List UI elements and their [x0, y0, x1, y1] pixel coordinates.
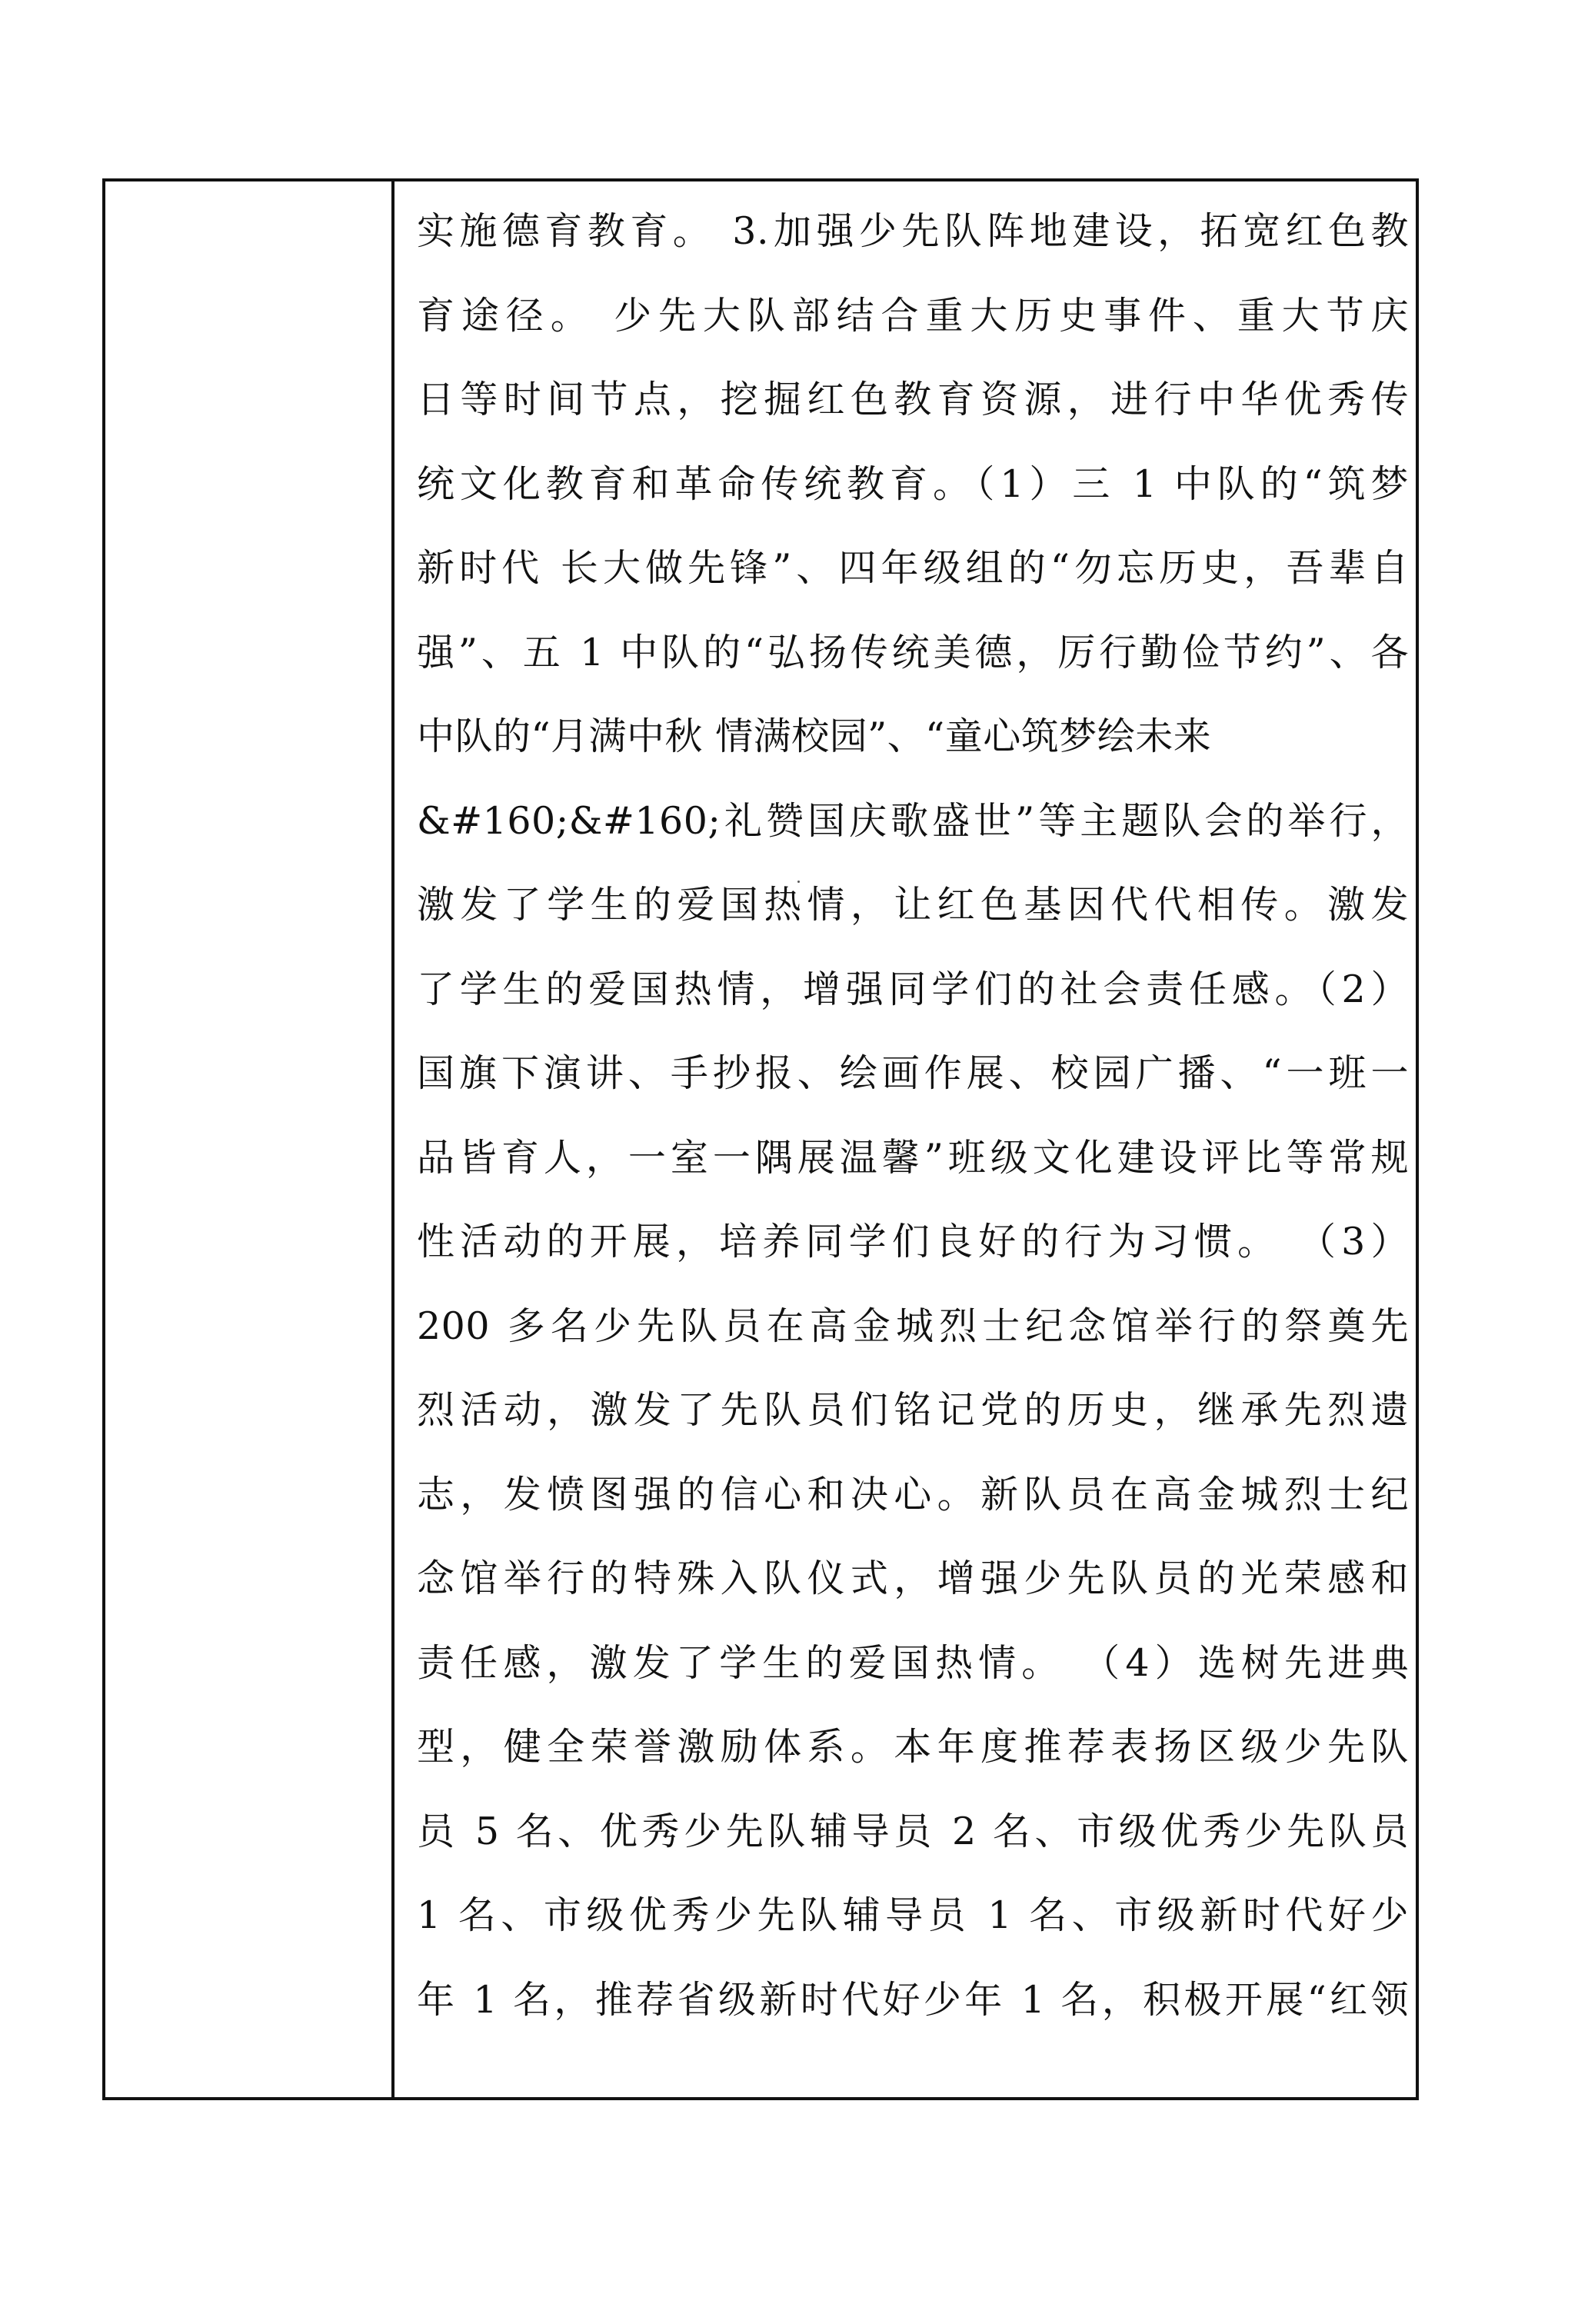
text-line: 1 名、市级优秀少先队辅导员 1 名、市级新时代好少 [417, 1893, 1409, 1937]
text-line: 中队的“月满中秋 情满校园”、“童心筑梦绘未来 [417, 714, 1212, 758]
text-line: 责任感，激发了学生的爱国热情。 （4）选树先进典 [417, 1641, 1409, 1685]
text-line: 性活动的开展，培养同学们良好的行为习惯。 （3） [417, 1220, 1409, 1264]
text-line: 育途径。 少先大队部结合重大历史事件、重大节庆 [417, 294, 1409, 338]
scan-speck [797, 881, 800, 883]
table-content-cell [394, 181, 1419, 2097]
text-line: 念馆举行的特殊入队仪式，增强少先队员的光荣感和 [417, 1557, 1409, 1600]
text-line: &#160;&#160;礼赞国庆歌盛世”等主题队会的举行， [417, 799, 1409, 843]
table-left-cell [105, 181, 394, 2097]
text-line: 年 1 名，推荐省级新时代好少年 1 名，积极开展“红领 [417, 1978, 1409, 2022]
text-line: 型，健全荣誉激励体系。本年度推荐表扬区级少先队 [417, 1725, 1409, 1769]
text-line: 了学生的爱国热情，增强同学们的社会责任感。（2） [417, 967, 1409, 1011]
text-line: 志，发愤图强的信心和决心。新队员在高金城烈士纪 [417, 1473, 1409, 1517]
text-line: 员 5 名、优秀少先队辅导员 2 名、市级优秀少先队员 [417, 1810, 1409, 1853]
text-line: 实施德育教育。 3.加强少先队阵地建设，拓宽红色教 [417, 209, 1409, 253]
document-table [102, 178, 1419, 2100]
text-line: 200 多名少先队员在高金城烈士纪念馆举行的祭奠先 [417, 1304, 1409, 1348]
text-line: 烈活动，激发了先队员们铭记党的历史，继承先烈遗 [417, 1388, 1409, 1432]
text-line: 日等时间节点，挖掘红色教育资源，进行中华优秀传 [417, 378, 1409, 421]
text-line: 统文化教育和革命传统教育。（1）三 1 中队的“筑梦 [417, 462, 1409, 506]
text-line: 品皆育人，一室一隅展温馨”班级文化建设评比等常规 [417, 1136, 1409, 1180]
text-line: 国旗下演讲、手抄报、绘画作展、校园广播、“一班一 [417, 1051, 1409, 1095]
text-line: 新时代 长大做先锋”、四年级组的“勿忘历史，吾辈自 [417, 546, 1409, 590]
text-line: 激发了学生的爱国热情，让红色基因代代相传。激发 [417, 883, 1409, 927]
text-line: 强”、五 1 中队的“弘扬传统美德，厉行勤俭节约”、各 [417, 631, 1409, 674]
